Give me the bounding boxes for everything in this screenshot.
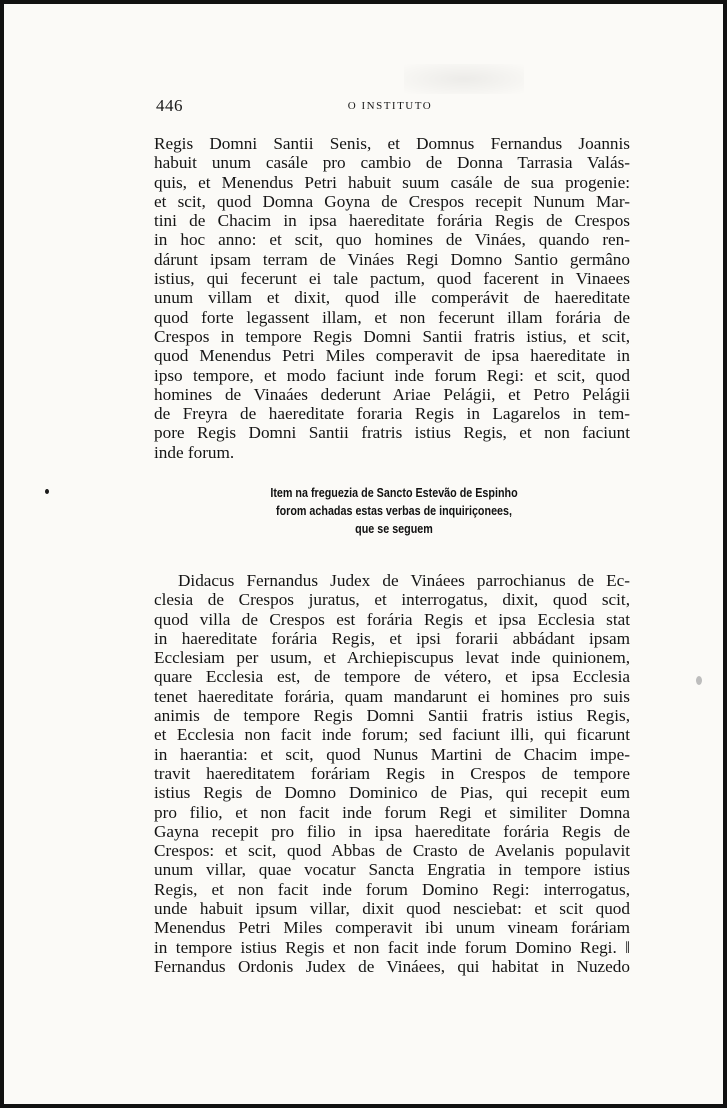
- text-line: quare Ecclesia est, de tempore de vétero, et ipsa Ecclesia: [154, 667, 630, 687]
- text-line: Menendus Petri Miles comperavit ibi unum vineam foráriam: [154, 918, 630, 938]
- paragraph-1: [154, 134, 630, 462]
- text-line: Ecclesiam per usum, et Archiepiscupus levat inde quinionem,: [154, 648, 630, 668]
- text-line: et Ecclesia non facit inde forum; sed faciunt illi, qui ficarunt: [154, 725, 630, 745]
- text-line: tini de Chacim in ipsa haereditate forária Regis de Crespos: [154, 211, 630, 231]
- text-line: quod forte legassent illam, et non fecerunt illam forária de: [154, 307, 630, 327]
- text-line: habuit unum casále pro cambio de Donna Tarrasia Valás-: [154, 153, 630, 173]
- ink-speck: [696, 676, 702, 685]
- text-line: dárunt ipsam terram de Vináes Regi Domno Santio germâno: [154, 249, 630, 269]
- paragraph-2: [154, 571, 630, 976]
- text-line: Fernandus Ordonis Judex de Vináees, qui habitat in Nuzedo: [154, 956, 630, 976]
- text-line: Regis, et non facit inde forum Domino Regi: interrogatus,: [154, 879, 630, 899]
- text-line: Regis Domni Santii Senis, et Domnus Fernandus Joannis: [154, 134, 630, 153]
- text-line: unum villar, quae vocatur Sancta Engratia in tempore istius: [154, 860, 630, 880]
- section-heading: [239, 484, 549, 538]
- text-line: Crespos: et scit, quod Abbas de Crasto de Avelanis populavit: [154, 841, 630, 861]
- page-header: [150, 98, 630, 118]
- text-line: de Freyra de haereditate foraria Regis in Lagarelos in tem-: [154, 404, 630, 424]
- text-line: inde forum.: [154, 442, 235, 462]
- ink-speck: [45, 489, 49, 494]
- text-line: ipso tempore, et modo faciunt inde forum Regi: et scit, quod: [154, 365, 630, 385]
- running-title: O INSTITUTO: [347, 100, 433, 112]
- heading-line: que se seguem: [355, 522, 433, 536]
- text-line: istius, qui fecerunt ei tale pactum, quod facerent in Vinaees: [154, 269, 630, 289]
- page-number: 446: [156, 96, 183, 115]
- text-line: istius Regis de Domno Dominico de Pias, qui recepit eum: [154, 783, 630, 803]
- text-line: Crespos in tempore Regis Domni Santii fratris istius, et scit,: [154, 326, 630, 346]
- text-line: quod Menendus Petri Miles comperavit de ipsa haereditate in: [154, 346, 630, 366]
- text-line: Gayna recepit pro filio in ipsa haereditate forária Regis de: [154, 821, 630, 841]
- paper-smudge: [404, 64, 524, 94]
- text-line: in haerantia: et scit, quod Nunus Martini de Chacim impe-: [154, 744, 630, 764]
- text-line: et scit, quod Domna Goyna de Crespos recepit Nunum Mar-: [154, 191, 630, 211]
- text-line: quod villa de Crespos est forária Regis et ipsa Ecclesia stat: [154, 609, 630, 629]
- text-line: pore Regis Domni Santii fratris istius Regis, et non faciunt: [154, 423, 630, 443]
- text-line: animis de tempore Regis Domni Santii fratris istius Regis,: [154, 706, 630, 726]
- text-line: quis, et Menendus Petri habuit suum casále de sua progenie:: [154, 172, 630, 192]
- text-line: in tempore istius Regis et non facit inde forum Domino Regi. ‖: [154, 937, 630, 957]
- text-line: pro filio, et non facit inde forum Regi et similiter Domna: [154, 802, 630, 822]
- heading-line: Item na freguezia de Sancto Estevão de Espinho: [270, 486, 518, 500]
- text-line: unum villam et dixit, quod ille comperávit de haereditate: [154, 288, 630, 308]
- text-line: in haereditate forária Regis, et ipsi forarii abbádant ipsam: [154, 628, 630, 648]
- text-line: tenet haereditate forária, quam mandarunt ei homines pro suis: [154, 686, 630, 706]
- text-line: Didacus Fernandus Judex de Vináees parrochianus de Ec-: [178, 571, 630, 590]
- text-line: unde habuit ipsum villar, dixit quod nesciebat: et scit quod: [154, 899, 630, 919]
- heading-line: forom achadas estas verbas de inquiriçonees,: [275, 504, 512, 518]
- text-line: in hoc anno: et scit, quo homines de Vináes, quando ren-: [154, 230, 630, 250]
- text-line: travit haereditatem foráriam Regis in Crespos de tempore: [154, 763, 630, 783]
- text-line: homines de Vinaáes dederunt Ariae Pelágii, et Petro Pelágii: [154, 384, 630, 404]
- text-line: clesia de Crespos juratus, et interrogatus, dixit, quod scit,: [154, 590, 630, 610]
